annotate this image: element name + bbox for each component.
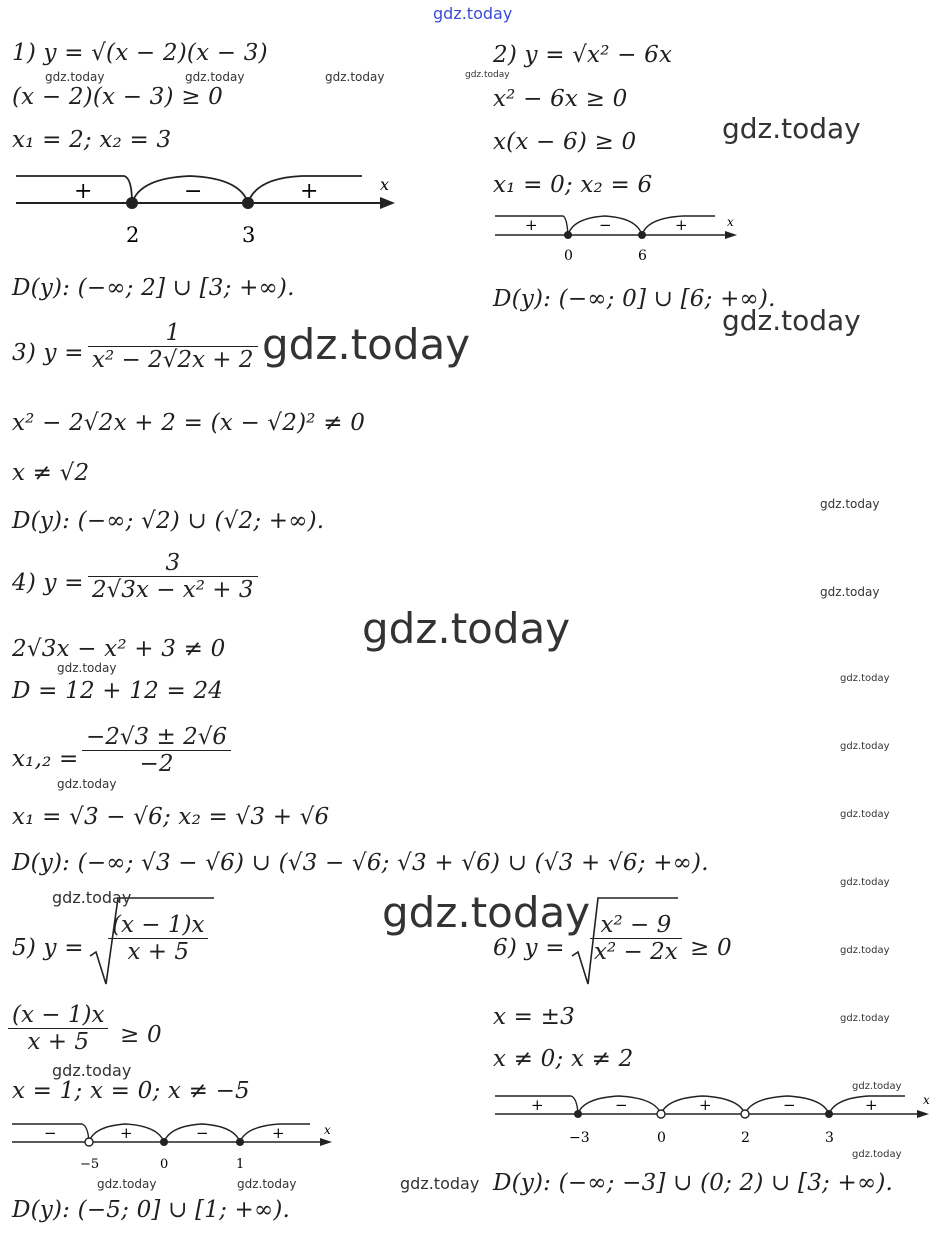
watermark: gdz.today	[840, 945, 890, 956]
p1-point-2: 3	[242, 223, 256, 247]
p3-label: 3) y =	[12, 340, 84, 366]
p3-domain: D(y): (−∞; √2) ∪ (√2; +∞).	[12, 508, 325, 534]
p6-roots: x = ±3	[493, 1004, 575, 1030]
p5-ineq-relation: ≥ 0	[120, 1022, 162, 1048]
p6-domain: D(y): (−∞; −3] ∪ (0; 2) ∪ [3; +∞).	[493, 1170, 894, 1196]
watermark: gdz.today	[840, 741, 890, 752]
p2-axis-label: x	[727, 215, 734, 229]
p4-not-equal: 2√3x − x² + 3 ≠ 0	[12, 636, 226, 662]
watermark: gdz.today	[840, 1013, 890, 1024]
p4-domain: D(y): (−∞; √3 − √6) ∪ (√3 − √6; √3 + √6) ∪ (√3 + √6; +∞).	[12, 850, 709, 876]
watermark: gdz.today	[57, 777, 117, 791]
p5-point-3: 1	[236, 1157, 245, 1172]
p4-x12-fraction	[82, 724, 231, 777]
p6-point-3: 2	[741, 1130, 750, 1146]
p3-fraction	[88, 320, 258, 373]
p1-title	[12, 40, 268, 66]
p4-denominator: 2√3x − x² + 3	[88, 576, 258, 603]
p1-roots: x₁ = 2; x₂ = 3	[12, 127, 172, 153]
watermark: gdz.today	[362, 604, 571, 653]
p5-axis-label: x	[324, 1123, 331, 1137]
p1-domain: D(y): (−∞; 2] ∪ [3; +∞).	[12, 275, 295, 301]
p5-fraction	[108, 912, 208, 965]
p6-label: 6) y =	[493, 935, 565, 961]
p4-roots: x₁ = √3 − √6; x₂ = √3 + √6	[12, 804, 330, 830]
p1-sign-3: +	[300, 179, 319, 204]
p6-sign-4: −	[783, 1096, 796, 1114]
p2-sign-3: +	[675, 216, 688, 234]
watermark: gdz.today	[52, 1061, 132, 1080]
watermark: gdz.today	[97, 1177, 157, 1191]
p6-point-1: −3	[569, 1130, 590, 1146]
watermark: gdz.today	[400, 1174, 480, 1193]
p2-point-2: 6	[638, 248, 647, 264]
p2-inequality: x² − 6x ≥ 0	[493, 86, 628, 112]
watermark: gdz.today	[325, 70, 385, 84]
p6-point-4: 3	[825, 1130, 834, 1146]
watermark: gdz.today	[45, 70, 105, 84]
watermark: gdz.today	[722, 304, 861, 337]
p1-title-text: 1) y = √(x − 2)(x − 3)	[12, 40, 268, 66]
watermark: gdz.today	[840, 809, 890, 820]
p6-sign-3: +	[699, 1096, 712, 1114]
p3-equation: x² − 2√2x + 2 = (x − √2)² ≠ 0	[12, 410, 366, 436]
p6-axis-label: x	[923, 1093, 930, 1107]
watermark: gdz.today	[852, 1149, 902, 1160]
p2-sign-2: −	[599, 216, 612, 234]
watermark: gdz.today	[382, 888, 591, 937]
p6-sign-chart	[493, 1090, 943, 1150]
p5-label: 5) y =	[12, 935, 84, 961]
p2-factored: x(x − 6) ≥ 0	[493, 129, 637, 155]
watermark: gdz.today	[840, 877, 890, 888]
p2-sign-chart	[493, 210, 753, 270]
watermark: gdz.today	[722, 112, 861, 145]
p4-numerator: 3	[165, 550, 181, 576]
p1-point-1: 2	[126, 223, 140, 247]
p6-not-equal: x ≠ 0; x ≠ 2	[493, 1046, 634, 1072]
p6-point-2: 0	[657, 1130, 666, 1146]
watermark: gdz.today	[852, 1081, 902, 1092]
p2-sign-1: +	[525, 216, 538, 234]
watermark: gdz.today	[185, 70, 245, 84]
watermark: gdz.today	[237, 1177, 297, 1191]
p6-fraction	[590, 912, 682, 965]
p5-denominator: x + 5	[108, 938, 208, 965]
p5-ineq-fraction	[8, 1002, 108, 1055]
p6-sign-5: +	[865, 1096, 878, 1114]
p1-inequality: (x − 2)(x − 3) ≥ 0	[12, 84, 224, 110]
p2-domain: D(y): (−∞; 0] ∪ [6; +∞).	[493, 286, 776, 312]
p5-sign-4: +	[272, 1124, 285, 1142]
p1-sign-chart	[12, 168, 412, 248]
watermark: gdz.today	[820, 585, 880, 599]
p4-discriminant: D = 12 + 12 = 24	[12, 678, 224, 704]
p4-x12-numerator: −2√3 ± 2√6	[86, 724, 228, 750]
p5-numerator: (x − 1)x	[112, 912, 205, 938]
p6-sign-2: −	[615, 1096, 628, 1114]
p5-ineq-denominator: x + 5	[8, 1028, 108, 1055]
p6-relation: ≥ 0	[690, 935, 732, 961]
watermark: gdz.today	[840, 673, 890, 684]
p6-sign-1: +	[531, 1096, 544, 1114]
p1-axis-label: x	[380, 175, 390, 194]
watermark: gdz.today	[57, 661, 117, 675]
header-watermark: gdz.today	[433, 4, 513, 23]
p5-domain: D(y): (−5; 0] ∪ [1; +∞).	[12, 1197, 291, 1223]
p1-sign-2: −	[184, 179, 203, 204]
p3-numerator: 1	[165, 320, 181, 346]
p6-numerator: x² − 9	[600, 912, 672, 938]
p5-sign-3: −	[196, 1124, 209, 1142]
p5-sign-1: −	[44, 1124, 57, 1142]
p4-x12-denominator: −2	[82, 750, 231, 777]
watermark: gdz.today	[262, 320, 471, 369]
watermark: gdz.today	[52, 888, 132, 907]
p5-point-1: −5	[80, 1157, 100, 1172]
p5-roots: x = 1; x = 0; x ≠ −5	[12, 1078, 250, 1104]
p4-x12-label: x₁,₂ =	[12, 746, 79, 772]
p5-point-2: 0	[160, 1157, 169, 1172]
p6-denominator: x² − 2x	[590, 938, 682, 965]
p2-title: 2) y = √x² − 6x	[493, 42, 673, 68]
p5-sign-chart	[10, 1118, 340, 1178]
p1-sign-1: +	[74, 179, 93, 204]
watermark: gdz.today	[820, 497, 880, 511]
p5-ineq-numerator: (x − 1)x	[12, 1002, 105, 1028]
p4-fraction	[88, 550, 258, 603]
p3-not-equal: x ≠ √2	[12, 460, 90, 486]
p2-roots: x₁ = 0; x₂ = 6	[493, 172, 653, 198]
p4-label: 4) y =	[12, 570, 84, 596]
p3-denominator: x² − 2√2x + 2	[88, 346, 258, 373]
p2-point-1: 0	[564, 248, 573, 264]
p5-sign-2: +	[120, 1124, 133, 1142]
watermark: gdz.today	[465, 70, 510, 80]
